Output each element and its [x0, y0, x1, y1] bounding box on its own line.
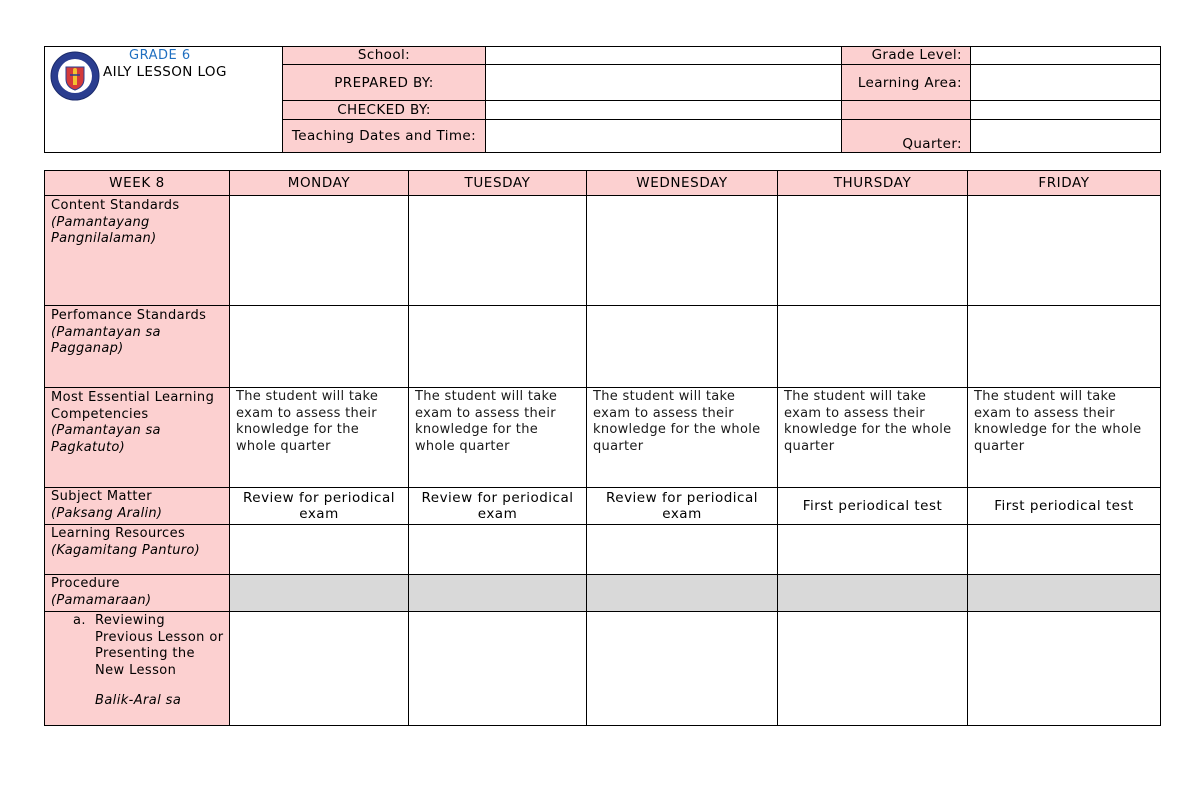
deped-seal-icon	[50, 51, 100, 101]
row-label-italic: (Kagamitang Panturo)	[51, 542, 201, 558]
teaching-dates-field[interactable]	[486, 119, 842, 152]
row-label-italic: (Paksang Aralin)	[51, 505, 163, 521]
cell-subject-monday[interactable]: Review for periodical exam	[230, 488, 409, 525]
column-header-wednesday: WEDNESDAY	[587, 171, 778, 196]
cell-performance-wednesday[interactable]	[587, 306, 778, 388]
row-label-subject-matter	[45, 488, 230, 525]
cell-reviewing-tuesday[interactable]	[409, 612, 587, 726]
cell-procedure-monday	[230, 575, 409, 612]
cell-reviewing-friday[interactable]	[968, 612, 1161, 726]
school-label: School:	[283, 47, 486, 65]
table-row	[45, 575, 1161, 612]
document-title: AILY LESSON LOG	[103, 64, 227, 80]
subrow-label-text: Reviewing Previous Lesson or Presenting the New Lesson	[95, 613, 224, 678]
row-label-italic: (Pamantayan sa Pagganap)	[51, 324, 161, 356]
row-label-procedure	[45, 575, 230, 612]
row-label-italic: (Pamantayan sa Pagkatuto)	[51, 423, 161, 455]
cell-subject-wednesday[interactable]: Review for periodical exam	[587, 488, 778, 525]
table-row	[45, 488, 1161, 525]
cell-performance-friday[interactable]	[968, 306, 1161, 388]
cell-resources-tuesday[interactable]	[409, 525, 587, 575]
cell-content-wednesday[interactable]	[587, 196, 778, 306]
row-label-content-standards	[45, 196, 230, 306]
row-label-text: Content Standards	[51, 198, 180, 213]
prepared-by-label: PREPARED BY:	[283, 65, 486, 101]
grade-level-field[interactable]	[971, 47, 1161, 65]
column-header-tuesday: TUESDAY	[409, 171, 587, 196]
cell-competency-wednesday[interactable]: The student will take exam to assess their knowledge for the whole quarter	[587, 388, 778, 488]
cell-resources-monday[interactable]	[230, 525, 409, 575]
table-row	[45, 196, 1161, 306]
cell-procedure-friday	[968, 575, 1161, 612]
table-row	[45, 525, 1161, 575]
row-label-performance-standards	[45, 306, 230, 388]
cell-content-tuesday[interactable]	[409, 196, 587, 306]
learning-area-label: Learning Area:	[842, 65, 971, 101]
quarter-label: Quarter:	[842, 119, 971, 152]
grade-label: GRADE 6	[129, 48, 191, 63]
column-header-thursday: THURSDAY	[778, 171, 968, 196]
row-label-text: Perfomance Standards	[51, 308, 207, 323]
checked-by-field[interactable]	[486, 101, 842, 119]
cell-performance-monday[interactable]	[230, 306, 409, 388]
table-row	[45, 388, 1161, 488]
prepared-by-field[interactable]	[486, 65, 842, 101]
subrow-label	[73, 613, 225, 679]
cell-competency-thursday[interactable]: The student will take exam to assess their knowledge for the whole quarter	[778, 388, 968, 488]
row-label-text: Procedure	[51, 576, 120, 591]
cell-resources-friday[interactable]	[968, 525, 1161, 575]
subrow-label-italic: Balik-Aral sa	[95, 693, 182, 708]
subrow-marker: a.	[73, 613, 86, 628]
cell-content-thursday[interactable]	[778, 196, 968, 306]
cell-subject-tuesday[interactable]: Review for periodical exam	[409, 488, 587, 525]
cell-performance-thursday[interactable]	[778, 306, 968, 388]
cell-procedure-thursday	[778, 575, 968, 612]
school-field[interactable]	[486, 47, 842, 65]
row-label-reviewing	[45, 612, 230, 726]
cell-reviewing-thursday[interactable]	[778, 612, 968, 726]
school-logo-cell	[45, 47, 283, 153]
column-header-friday: FRIDAY	[968, 171, 1161, 196]
row-label-text: Subject Matter	[51, 489, 153, 504]
cell-content-monday[interactable]	[230, 196, 409, 306]
cell-reviewing-monday[interactable]	[230, 612, 409, 726]
row-label-italic: (Pamamaraan)	[51, 592, 152, 608]
cell-competency-tuesday[interactable]: The student will take exam to assess their knowledge for the whole quarter	[409, 388, 587, 488]
blank-label-cell	[842, 101, 971, 119]
cell-content-friday[interactable]	[968, 196, 1161, 306]
table-row	[45, 612, 1161, 726]
cell-competency-monday[interactable]: The student will take exam to assess their knowledge for the whole quarter	[230, 388, 409, 488]
cell-procedure-wednesday	[587, 575, 778, 612]
header-table	[44, 46, 1161, 153]
cell-competency-friday[interactable]: The student will take exam to assess their knowledge for the whole quarter	[968, 388, 1161, 488]
teaching-dates-label: Teaching Dates and Time:	[283, 119, 486, 152]
blank-value-cell	[971, 101, 1161, 119]
checked-by-label: CHECKED BY:	[283, 101, 486, 119]
learning-area-field[interactable]	[971, 65, 1161, 101]
row-label-text: Learning Resources	[51, 526, 186, 541]
quarter-field[interactable]	[971, 119, 1161, 152]
header-row	[45, 171, 1161, 196]
row-label-learning-resources	[45, 525, 230, 575]
column-header-monday: MONDAY	[230, 171, 409, 196]
lesson-log-grid	[44, 170, 1161, 726]
grade-level-label: Grade Level:	[842, 47, 971, 65]
table-row	[45, 306, 1161, 388]
cell-procedure-tuesday	[409, 575, 587, 612]
row-label-italic: (Pamantayang Pangnilalaman)	[51, 214, 157, 246]
row-label-text: Most Essential Learning Competencies	[51, 390, 215, 422]
cell-subject-thursday[interactable]: First periodical test	[778, 488, 968, 525]
cell-resources-thursday[interactable]	[778, 525, 968, 575]
cell-performance-tuesday[interactable]	[409, 306, 587, 388]
cell-subject-friday[interactable]: First periodical test	[968, 488, 1161, 525]
column-header-week: WEEK 8	[45, 171, 230, 196]
row-label-competencies	[45, 388, 230, 488]
cell-resources-wednesday[interactable]	[587, 525, 778, 575]
cell-reviewing-wednesday[interactable]	[587, 612, 778, 726]
